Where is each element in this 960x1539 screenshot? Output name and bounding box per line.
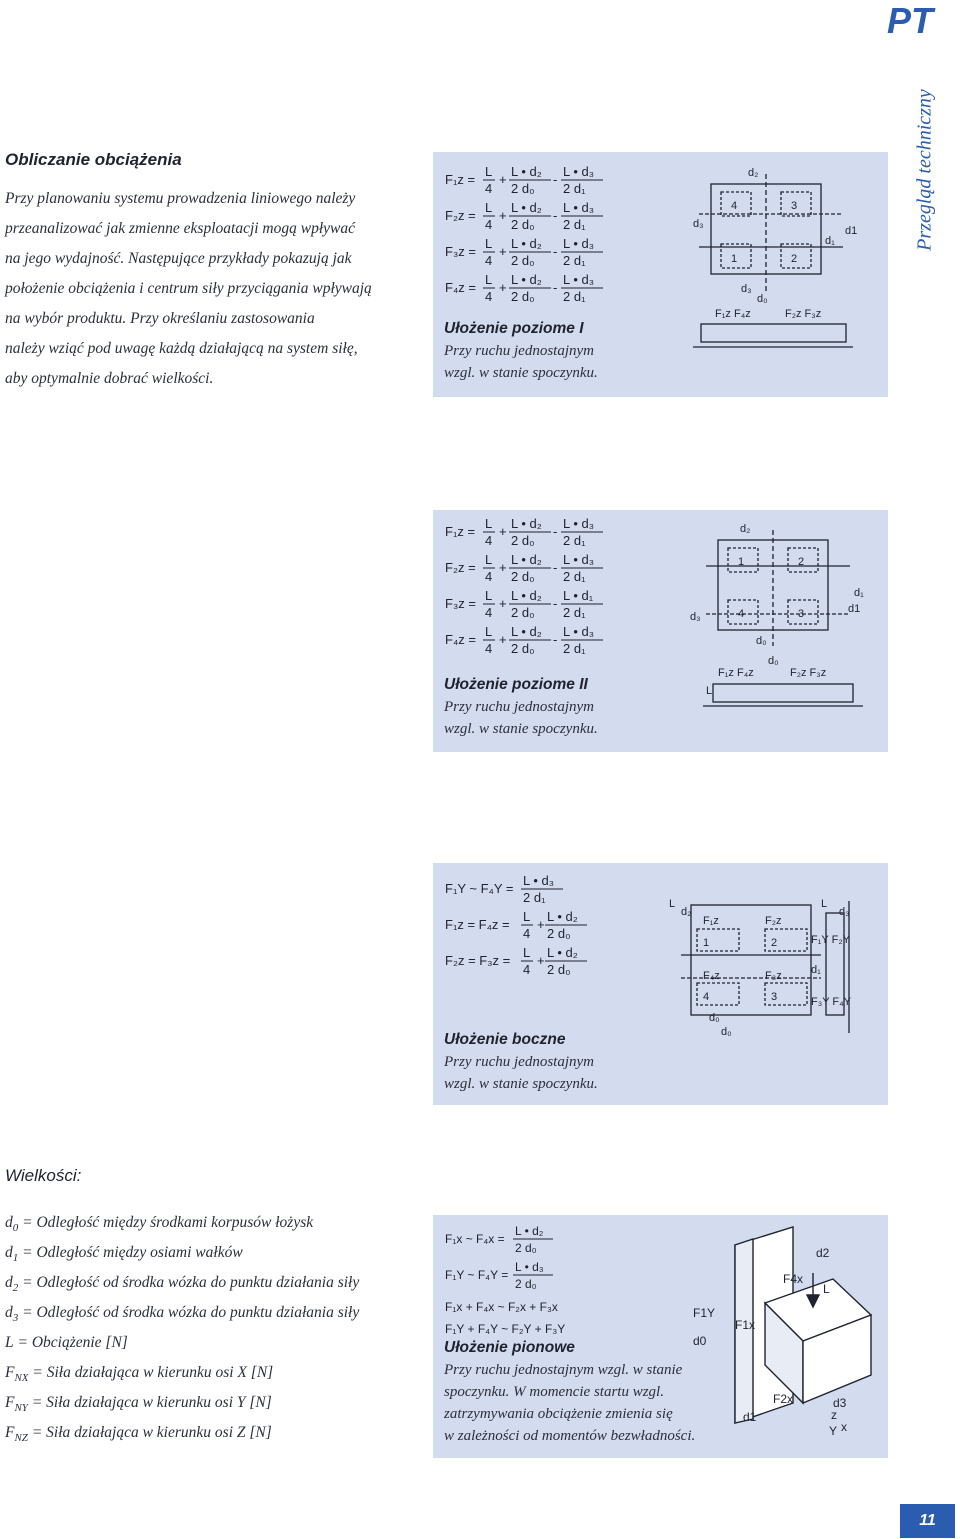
svg-text:d₀: d₀ bbox=[768, 655, 779, 667]
svg-text:L • d₂: L • d₂ bbox=[511, 272, 542, 287]
svg-text:-: - bbox=[553, 632, 558, 647]
intro-line: położenie obciążenia i centrum siły przyciągania wpływają bbox=[5, 280, 372, 297]
svg-text:F₃Y F₄Y: F₃Y F₄Y bbox=[811, 996, 851, 1008]
svg-text:2 d₀: 2 d₀ bbox=[511, 569, 535, 584]
svg-text:4: 4 bbox=[485, 569, 493, 584]
svg-text:2 d₀: 2 d₀ bbox=[515, 1277, 537, 1291]
svg-text:+: + bbox=[499, 596, 507, 611]
panel-3-caption: Ułożenie boczne Przy ruchu jednostajnym wzgl. w stanie spoczynku. bbox=[444, 1031, 598, 1092]
svg-text:L • d₂: L • d₂ bbox=[515, 1224, 544, 1238]
svg-text:L • d₂: L • d₂ bbox=[511, 164, 542, 179]
svg-text:F₄z =: F₄z = bbox=[445, 280, 476, 295]
formula-block-3 bbox=[441, 871, 641, 991]
svg-text:Y: Y bbox=[829, 1424, 838, 1438]
svg-text:L • d₃: L • d₃ bbox=[515, 1260, 544, 1274]
svg-text:L • d₂: L • d₂ bbox=[511, 588, 542, 603]
svg-text:2 d₁: 2 d₁ bbox=[563, 289, 586, 304]
svg-text:F₁x + F₄x ~ F₂x + F₃x: F₁x + F₄x ~ F₂x + F₃x bbox=[445, 1300, 558, 1314]
svg-text:L: L bbox=[523, 909, 531, 924]
svg-text:F₁Y F₂Y: F₁Y F₂Y bbox=[811, 934, 850, 946]
svg-text:2: 2 bbox=[791, 253, 798, 265]
svg-text:L • d₂: L • d₂ bbox=[511, 624, 542, 639]
svg-text:L: L bbox=[485, 164, 493, 179]
svg-text:F₄z: F₄z bbox=[703, 970, 720, 982]
svg-text:+: + bbox=[499, 172, 507, 187]
svg-text:L: L bbox=[821, 898, 828, 910]
svg-text:2 d₁: 2 d₁ bbox=[563, 253, 586, 268]
svg-text:d0: d0 bbox=[693, 1334, 707, 1348]
svg-text:L: L bbox=[485, 552, 493, 567]
svg-text:1: 1 bbox=[738, 556, 745, 568]
svg-text:L: L bbox=[485, 624, 493, 639]
definition-item: $d_3$ = Odległość od środka wózka do punktu działania siły bbox=[5, 1304, 360, 1325]
svg-text:1: 1 bbox=[731, 253, 738, 265]
svg-text:2 d₁: 2 d₁ bbox=[563, 217, 586, 232]
svg-text:d₃: d₃ bbox=[839, 906, 850, 918]
svg-text:L • d₂: L • d₂ bbox=[511, 552, 542, 567]
svg-text:F1x: F1x bbox=[735, 1318, 756, 1332]
svg-text:2 d₀: 2 d₀ bbox=[547, 926, 571, 941]
svg-text:d₂: d₂ bbox=[681, 906, 692, 918]
svg-text:d₀: d₀ bbox=[757, 293, 768, 305]
panel-1-caption: Ułożenie poziome I Przy ruchu jednostajnym wzgl. w stanie spoczynku. bbox=[444, 320, 598, 381]
svg-text:+: + bbox=[537, 953, 545, 968]
svg-text:2 d₁: 2 d₁ bbox=[563, 533, 586, 548]
svg-text:d₁: d₁ bbox=[854, 587, 864, 599]
svg-text:d1: d1 bbox=[743, 1410, 757, 1424]
intro-title: Obliczanie obciążenia bbox=[5, 150, 182, 169]
svg-text:F₄z =: F₄z = bbox=[445, 632, 476, 647]
svg-text:x: x bbox=[841, 1420, 847, 1434]
svg-text:L • d₃: L • d₃ bbox=[563, 272, 595, 287]
panel-horizontal-1 bbox=[433, 152, 888, 397]
svg-text:F₁Y ~ F₄Y =: F₁Y ~ F₄Y = bbox=[445, 1268, 509, 1282]
formula-block-1 bbox=[441, 162, 641, 312]
svg-text:F₂z: F₂z bbox=[765, 915, 782, 927]
svg-text:+: + bbox=[499, 208, 507, 223]
svg-text:4: 4 bbox=[523, 926, 531, 941]
definition-item: $F_{NX}$ = Siła działająca w kierunku osi X [N] bbox=[5, 1364, 274, 1385]
definitions-section bbox=[5, 1166, 425, 1448]
panel-2-caption: Ułożenie poziome II Przy ruchu jednostajnym wzgl. w stanie spoczynku. bbox=[444, 676, 598, 737]
svg-text:2 d₀: 2 d₀ bbox=[511, 289, 535, 304]
svg-text:d₁: d₁ bbox=[811, 964, 821, 976]
svg-text:2: 2 bbox=[798, 556, 805, 568]
svg-text:-: - bbox=[553, 560, 558, 575]
brand-logo: PT bbox=[886, 0, 933, 41]
svg-text:-: - bbox=[553, 244, 558, 259]
formula-block-2 bbox=[441, 514, 641, 664]
svg-text:3: 3 bbox=[771, 991, 778, 1003]
svg-text:d₃: d₃ bbox=[741, 283, 752, 295]
svg-text:2 d₀: 2 d₀ bbox=[511, 181, 535, 196]
definition-item: $d_1$ = Odległość między osiami wałków bbox=[5, 1244, 243, 1265]
svg-text:2 d₁: 2 d₁ bbox=[563, 569, 586, 584]
svg-text:F₁Y ~ F₄Y =: F₁Y ~ F₄Y = bbox=[445, 881, 514, 896]
svg-text:F₃z =: F₃z = bbox=[445, 244, 476, 259]
svg-text:L: L bbox=[706, 685, 713, 697]
svg-text:L: L bbox=[523, 945, 531, 960]
svg-text:+: + bbox=[499, 524, 507, 539]
svg-text:d2: d2 bbox=[816, 1246, 830, 1260]
svg-text:F₁z: F₁z bbox=[703, 915, 719, 927]
svg-text:d1: d1 bbox=[848, 603, 861, 615]
svg-text:d₀: d₀ bbox=[756, 635, 767, 647]
svg-text:2: 2 bbox=[771, 937, 778, 949]
svg-text:2 d₀: 2 d₀ bbox=[511, 605, 535, 620]
svg-text:+: + bbox=[499, 560, 507, 575]
svg-text:2 d₁: 2 d₁ bbox=[563, 605, 586, 620]
svg-text:1: 1 bbox=[703, 937, 710, 949]
svg-text:-: - bbox=[553, 596, 558, 611]
svg-text:F₁z F₄z: F₁z F₄z bbox=[718, 667, 754, 679]
svg-text:4: 4 bbox=[485, 641, 493, 656]
svg-text:4: 4 bbox=[485, 533, 493, 548]
svg-text:L • d₂: L • d₂ bbox=[547, 945, 578, 960]
svg-text:F₂z F₃z: F₂z F₃z bbox=[785, 308, 822, 320]
definition-item: $d_2$ = Odległość od środka wózka do punktu działania siły bbox=[5, 1274, 360, 1295]
intro-line: należy wziąć pod uwagę każdą działającą na system siłę, bbox=[5, 340, 358, 357]
svg-text:2 d₀: 2 d₀ bbox=[547, 962, 571, 977]
intro-line: na jego wydajność. Następujące przykłady pokazują jak bbox=[5, 250, 352, 267]
svg-text:F₂z =: F₂z = bbox=[445, 208, 476, 223]
intro-line: przeanalizować jak zmienne eksploatacji mogą wpływać bbox=[5, 220, 355, 237]
svg-text:d₀: d₀ bbox=[721, 1026, 732, 1038]
svg-text:L • d₃: L • d₃ bbox=[563, 200, 595, 215]
svg-text:+: + bbox=[499, 632, 507, 647]
svg-text:d1: d1 bbox=[845, 225, 858, 237]
svg-text:4: 4 bbox=[485, 217, 493, 232]
svg-text:F4x: F4x bbox=[783, 1272, 804, 1286]
svg-text:-: - bbox=[553, 280, 558, 295]
panel-4-caption: Ułożenie pionowe Przy ruchu jednostajnym wzgl. w stanie spoczynku. W momencie startu wzgl. zatrzymywania obciążenie zmienia się w zależności od momentów bezwładności. bbox=[444, 1339, 696, 1444]
svg-text:F₁z =: F₁z = bbox=[445, 172, 476, 187]
svg-text:2 d₀: 2 d₀ bbox=[515, 1241, 537, 1255]
svg-text:-: - bbox=[553, 172, 558, 187]
page-number: 11 bbox=[900, 1504, 955, 1538]
svg-text:F₂z F₃z: F₂z F₃z bbox=[790, 667, 827, 679]
svg-text:+: + bbox=[499, 280, 507, 295]
svg-text:L • d₂: L • d₂ bbox=[511, 236, 542, 251]
svg-text:L • d₂: L • d₂ bbox=[547, 909, 578, 924]
svg-text:L • d₂: L • d₂ bbox=[511, 516, 542, 531]
svg-text:F1Y: F1Y bbox=[693, 1306, 716, 1320]
svg-text:F₁x ~ F₄x =: F₁x ~ F₄x = bbox=[445, 1232, 505, 1246]
svg-text:3: 3 bbox=[798, 608, 805, 620]
svg-text:F₁z = F₄z =: F₁z = F₄z = bbox=[445, 917, 510, 932]
svg-text:L • d₃: L • d₃ bbox=[523, 873, 555, 888]
diagram-vertical bbox=[673, 1223, 883, 1453]
intro-line: Przy planowaniu systemu prowadzenia liniowego należy bbox=[5, 190, 356, 207]
svg-text:d₂: d₂ bbox=[748, 167, 759, 179]
svg-text:F₂z =: F₂z = bbox=[445, 560, 476, 575]
svg-text:L • d₁: L • d₁ bbox=[563, 588, 594, 603]
svg-text:+: + bbox=[537, 917, 545, 932]
formula-block-4 bbox=[441, 1221, 641, 1341]
svg-text:F₃z: F₃z bbox=[765, 970, 782, 982]
svg-text:3: 3 bbox=[791, 200, 798, 212]
svg-text:F₃z =: F₃z = bbox=[445, 596, 476, 611]
svg-text:L: L bbox=[823, 1282, 830, 1296]
svg-text:L • d₃: L • d₃ bbox=[563, 164, 595, 179]
svg-text:F2x: F2x bbox=[773, 1392, 794, 1406]
svg-text:L: L bbox=[485, 516, 493, 531]
diagram-horizontal-1 bbox=[673, 162, 883, 387]
svg-text:4: 4 bbox=[485, 181, 493, 196]
svg-text:2 d₀: 2 d₀ bbox=[511, 253, 535, 268]
svg-text:L: L bbox=[485, 200, 493, 215]
svg-text:2 d₀: 2 d₀ bbox=[511, 217, 535, 232]
definition-item: $F_{NZ}$ = Siła działająca w kierunku osi Z [N] bbox=[5, 1424, 272, 1445]
svg-text:L • d₃: L • d₃ bbox=[563, 552, 595, 567]
svg-text:+: + bbox=[499, 244, 507, 259]
svg-text:F₁Y + F₄Y ~ F₂Y + F₃Y: F₁Y + F₄Y ~ F₂Y + F₃Y bbox=[445, 1322, 566, 1336]
svg-text:-: - bbox=[553, 524, 558, 539]
svg-text:2 d₁: 2 d₁ bbox=[523, 890, 546, 905]
svg-text:2 d₁: 2 d₁ bbox=[563, 181, 586, 196]
svg-text:L • d₃: L • d₃ bbox=[563, 624, 595, 639]
svg-text:4: 4 bbox=[703, 991, 710, 1003]
svg-text:4: 4 bbox=[485, 289, 493, 304]
side-title: Przegląd techniczny bbox=[913, 89, 936, 251]
svg-text:F₁z =: F₁z = bbox=[445, 524, 476, 539]
svg-text:2 d₁: 2 d₁ bbox=[563, 641, 586, 656]
svg-text:d₀: d₀ bbox=[709, 1012, 720, 1024]
svg-text:F₂z = F₃z =: F₂z = F₃z = bbox=[445, 953, 511, 968]
svg-text:d₁: d₁ bbox=[825, 235, 835, 247]
svg-text:4: 4 bbox=[738, 608, 745, 620]
svg-text:L: L bbox=[669, 898, 676, 910]
diagram-horizontal-2 bbox=[678, 516, 888, 741]
svg-text:4: 4 bbox=[485, 605, 493, 620]
svg-text:4: 4 bbox=[485, 253, 493, 268]
intro-line: na wybór produktu. Przy określaniu zastosowania bbox=[5, 310, 315, 327]
svg-text:4: 4 bbox=[523, 962, 531, 977]
definition-item: $d_0$ = Odległość między środkami korpusów łożysk bbox=[5, 1214, 314, 1235]
svg-text:F₁z F₄z: F₁z F₄z bbox=[715, 308, 751, 320]
panel-horizontal-2 bbox=[433, 510, 888, 752]
svg-text:d₂: d₂ bbox=[740, 523, 751, 535]
svg-text:4: 4 bbox=[731, 200, 738, 212]
svg-text:L • d₂: L • d₂ bbox=[511, 200, 542, 215]
intro-section bbox=[5, 150, 405, 394]
panel-vertical bbox=[433, 1215, 888, 1458]
svg-text:L • d₃: L • d₃ bbox=[563, 236, 595, 251]
intro-line: aby optymalnie dobrać wielkości. bbox=[5, 370, 214, 387]
svg-text:-: - bbox=[553, 208, 558, 223]
svg-text:d3: d3 bbox=[833, 1396, 847, 1410]
svg-text:L: L bbox=[485, 272, 493, 287]
definitions-title: Wielkości: bbox=[5, 1166, 82, 1185]
svg-text:L: L bbox=[485, 588, 493, 603]
svg-text:2 d₀: 2 d₀ bbox=[511, 641, 535, 656]
svg-text:2 d₀: 2 d₀ bbox=[511, 533, 535, 548]
definition-item: $F_{NY}$ = Siła działająca w kierunku osi Y [N] bbox=[5, 1394, 272, 1415]
svg-text:L: L bbox=[485, 236, 493, 251]
svg-text:d₃: d₃ bbox=[690, 611, 701, 623]
diagram-side bbox=[661, 893, 881, 1053]
panel-side bbox=[433, 863, 888, 1105]
svg-text:d₃: d₃ bbox=[693, 218, 704, 230]
svg-text:L • d₃: L • d₃ bbox=[563, 516, 595, 531]
definition-item: L = Obciążenie [N] bbox=[5, 1334, 128, 1351]
svg-text:z: z bbox=[831, 1408, 837, 1422]
